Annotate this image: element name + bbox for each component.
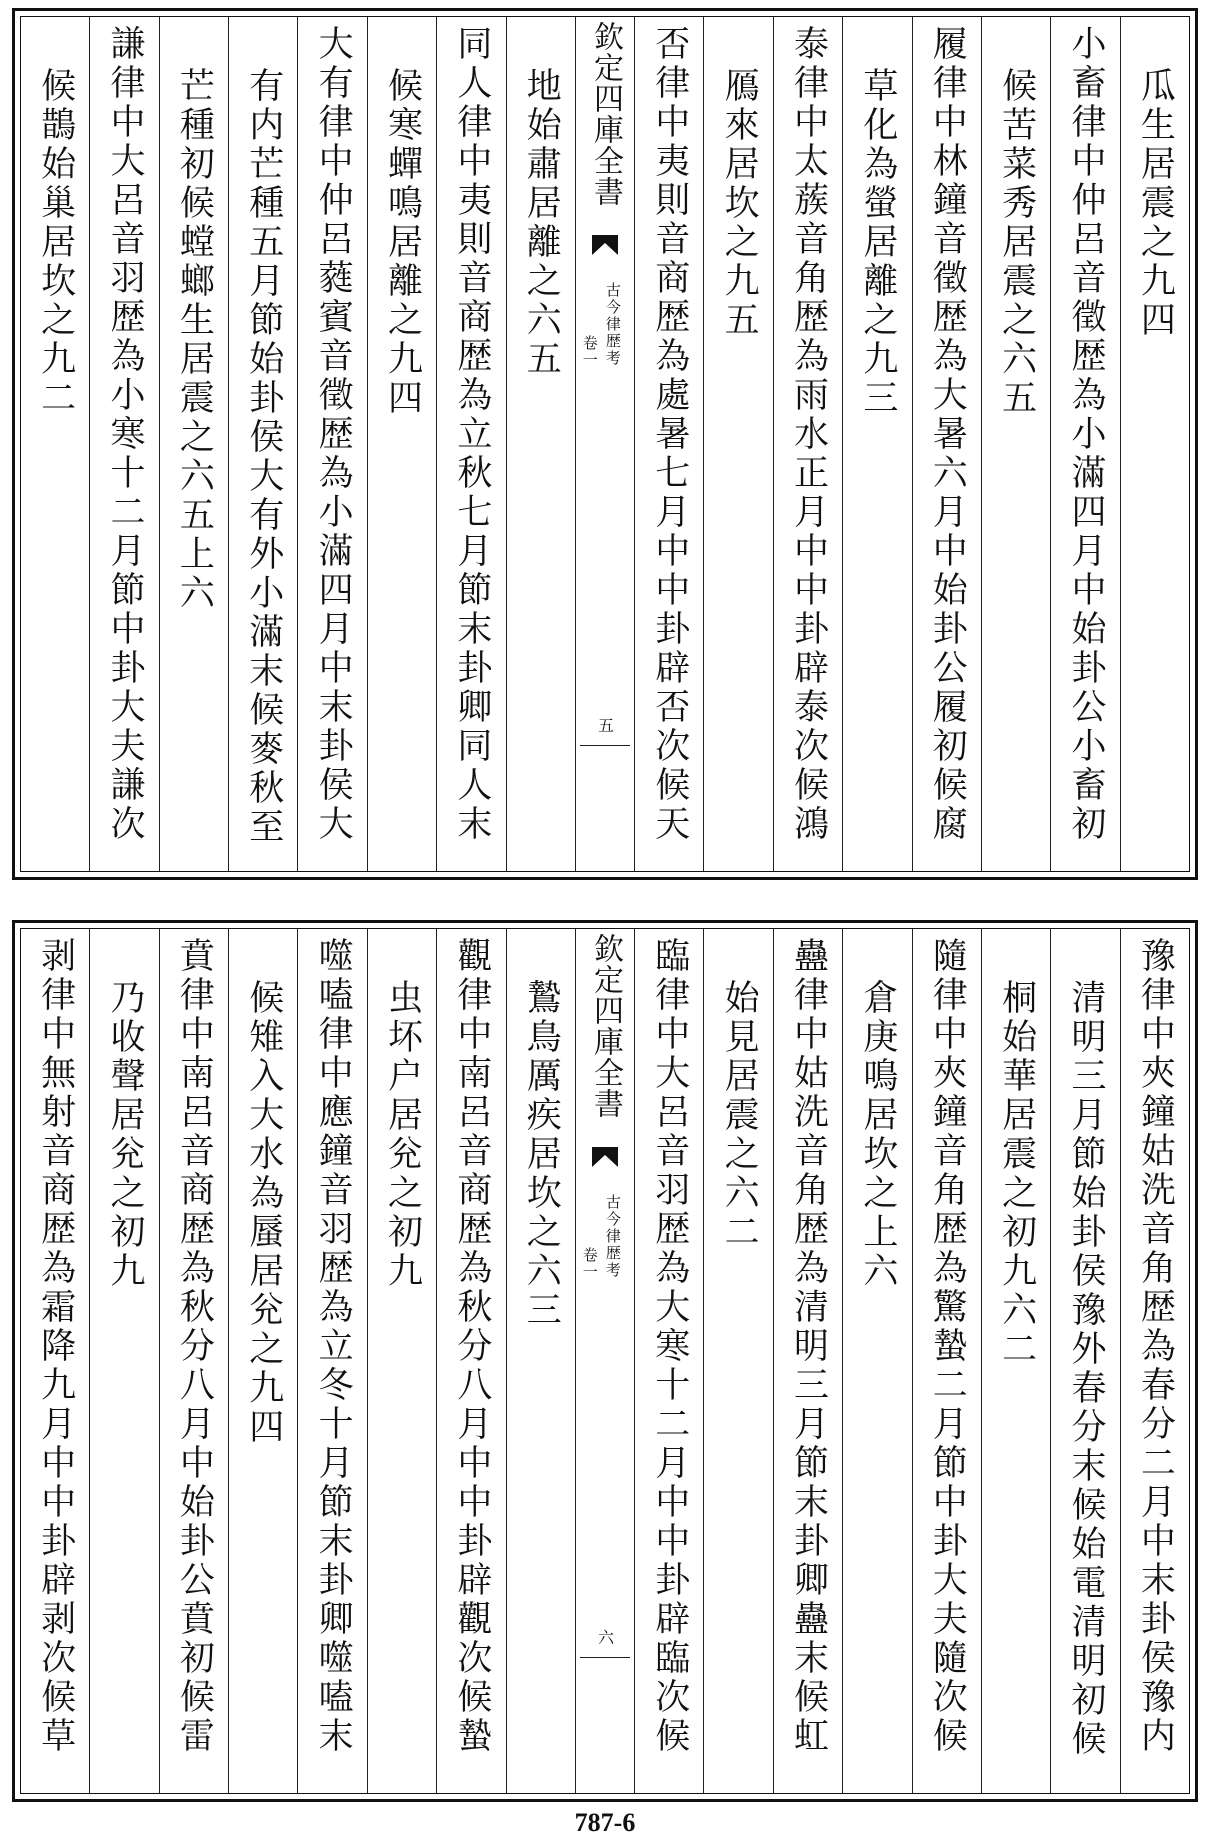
center-gutter [575,17,634,871]
column-text: 蠱律中姑洗音角歴為清明三月節末卦卿蠱末候虹 [788,937,829,1756]
text-column [297,17,366,871]
text-column [297,929,366,1793]
top-columns [21,17,1189,871]
top-page-panel [12,8,1198,880]
text-column [436,929,505,1793]
bottom-columns [21,929,1189,1793]
column-text: 履律中林鐘音徵歴為大暑六月中始卦公履初候腐 [927,25,968,844]
column-text: 臨律中大呂音羽歴為大寒十二月中中卦辟臨次候 [649,937,690,1756]
text-column [981,929,1050,1793]
folio-rule [580,745,630,746]
column-text: 瓜生居震之九四 [1135,67,1176,340]
book-title: 欽定四庫全書 [587,933,623,1119]
column-text: 鷙鳥厲疾居坎之六三 [521,979,562,1330]
column-text: 候鵲始巢居坎之九二 [35,67,76,418]
column-text: 桐始華居震之初九六二 [996,979,1037,1369]
column-text: 始見居震之六二 [719,979,760,1252]
column-text: 否律中夷則音商歴為處暑七月中中卦辟否次候天 [649,25,690,844]
text-column [436,17,505,871]
text-column [1120,929,1189,1793]
book-title: 欽定四庫全書 [587,21,623,207]
column-text: 鴈來居坎之九五 [719,67,760,340]
text-column [773,929,842,1793]
text-column [506,929,575,1793]
fish-tail-mark-icon [592,235,618,257]
text-column [367,929,436,1793]
column-text: 豫律中夾鐘姑洗音角歴為春分二月中末卦侯豫内 [1135,937,1176,1756]
page-code: 787-6 [574,1808,636,1837]
column-text: 草化為螢居離之九三 [857,67,898,418]
folio-number: 五 [595,717,615,733]
column-text: 地始肅居離之六五 [521,67,562,379]
text-column [1120,17,1189,871]
text-column [842,17,911,871]
column-text: 清明三月節始卦侯豫外春分末候始電清明初候 [1065,979,1106,1759]
column-text: 大有律中仲呂蕤賓音徵歴為小滿四月中末卦侯大 [313,25,354,844]
column-text: 泰律中太蔟音角歴為雨水正月中中卦辟泰次候鴻 [788,25,829,844]
text-column [228,17,297,871]
text-column [634,929,703,1793]
column-text: 芒種初候螳螂生居震之六五上六 [174,67,215,613]
folio-number: 六 [595,1629,615,1645]
column-text: 剥律中無射音商歴為霜降九月中中卦辟剥次候草 [35,937,76,1756]
book-subtitle: 古今律歴考 [603,1194,622,1279]
text-column [634,17,703,871]
text-column [367,17,436,871]
column-text: 候苦菜秀居震之六五 [996,67,1037,418]
center-gutter [575,929,634,1793]
text-column [506,17,575,871]
text-column [703,17,772,871]
column-text: 小畜律中仲呂音徵歴為小滿四月中始卦公小畜初 [1065,25,1106,844]
text-column [703,929,772,1793]
text-column [842,929,911,1793]
text-column [21,929,89,1793]
text-column [1050,17,1119,871]
volume-label: 卷一 [580,335,599,369]
text-column [159,17,228,871]
fish-tail-mark-icon [592,1147,618,1169]
column-text: 隨律中夾鐘音角歴為驚蟄二月節中卦大夫隨次候 [927,937,968,1756]
volume-label: 卷一 [580,1247,599,1281]
text-column [1050,929,1119,1793]
text-column [773,17,842,871]
column-text: 噬嗑律中應鐘音羽歴為立冬十月節末卦卿噬嗑末 [313,937,354,1756]
column-text: 乃收聲居兊之初九 [104,979,145,1291]
folio-rule [580,1657,630,1658]
book-subtitle: 古今律歴考 [603,282,622,367]
column-text: 賁律中南呂音商歴為秋分八月中始卦公賁初候雷 [174,937,215,1756]
column-text: 候寒蟬鳴居離之九四 [382,67,423,418]
column-text: 觀律中南呂音商歴為秋分八月中中卦辟觀次候蟄 [451,937,492,1756]
text-column [912,929,981,1793]
column-text: 謙律中大呂音羽歴為小寒十二月節中卦大夫謙次 [104,25,145,844]
bottom-page-panel [12,920,1198,1802]
bottom-page-frame [20,928,1190,1794]
column-text: 有内芒種五月節始卦侯大有外小滿末候麥秋至 [243,67,284,847]
column-text: 候雉入大水為蜃居兊之九四 [243,979,284,1447]
text-column [89,17,158,871]
text-column [21,17,89,871]
column-text: 倉庚鳴居坎之上六 [857,979,898,1291]
text-column [159,929,228,1793]
top-page-frame [20,16,1190,872]
column-text: 虫坏户居兊之初九 [382,979,423,1291]
text-column [228,929,297,1793]
text-column [89,929,158,1793]
text-column [912,17,981,871]
text-column [981,17,1050,871]
column-text: 同人律中夷則音商歴為立秋七月節末卦卿同人末 [451,25,492,844]
